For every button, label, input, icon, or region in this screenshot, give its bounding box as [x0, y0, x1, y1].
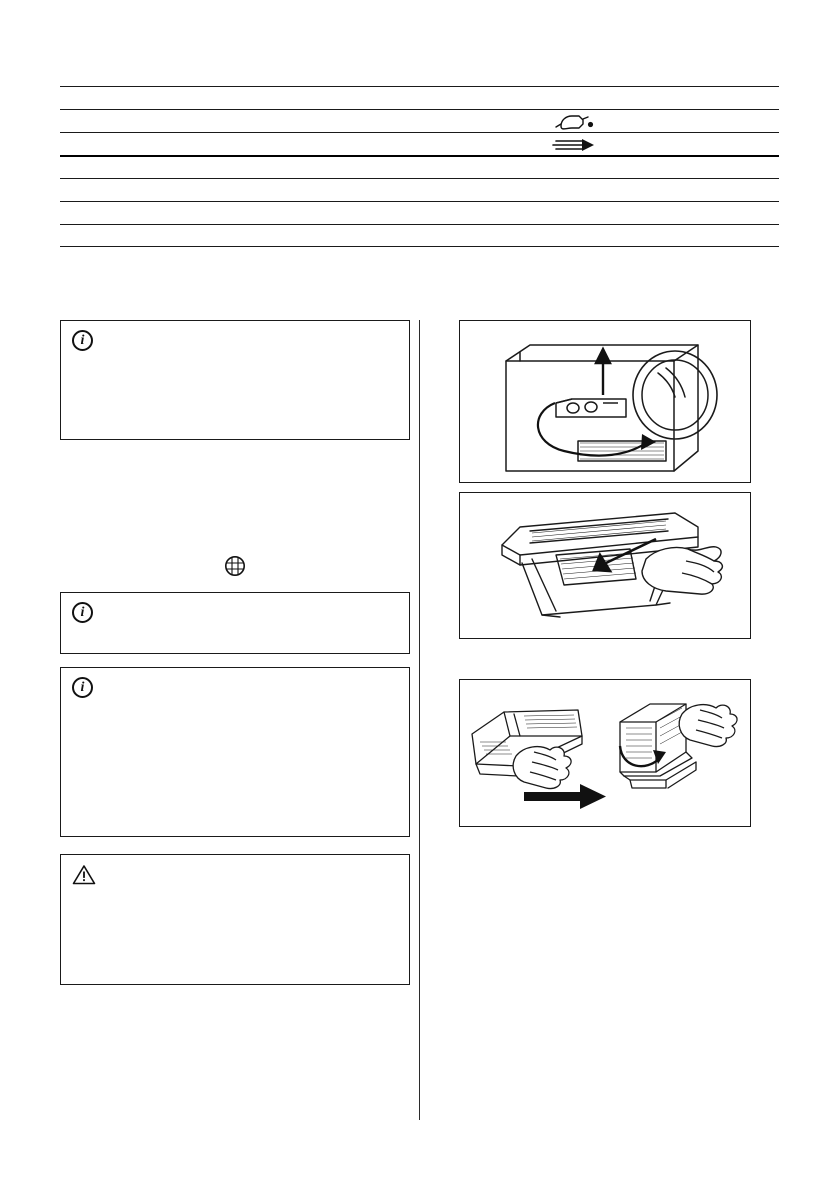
info-icon-glyph: i	[72, 330, 93, 351]
figure-clean-filter-svg	[460, 680, 750, 826]
table-row	[60, 132, 779, 155]
warning-note	[60, 854, 410, 985]
table-row	[60, 224, 779, 247]
info-icon	[72, 677, 94, 699]
warning-icon	[72, 864, 94, 886]
info-note-2	[60, 592, 410, 654]
figure-open-filter-flap	[459, 320, 751, 483]
spacer	[60, 837, 410, 854]
spray-bottle-icon-svg	[553, 112, 597, 134]
spacer	[60, 654, 410, 667]
table-row	[60, 86, 779, 109]
figure-remove-filter-from-holder	[459, 492, 751, 639]
info-icon	[72, 602, 94, 624]
spacer	[60, 440, 410, 462]
table-row	[60, 178, 779, 201]
figure-open-filter-flap-svg	[460, 321, 750, 482]
right-column	[459, 320, 751, 827]
mesh-filter-icon-svg	[224, 555, 246, 577]
info-icon	[72, 330, 94, 352]
left-column	[60, 320, 410, 985]
specifications-table	[60, 86, 779, 247]
figure-open-and-clean-filter	[459, 679, 751, 827]
info-note-3	[60, 667, 410, 837]
info-icon-glyph: i	[72, 602, 93, 623]
table-row	[60, 109, 779, 132]
table-row	[60, 201, 779, 224]
figure-remove-filter-svg	[460, 493, 750, 638]
info-icon-glyph: i	[72, 677, 93, 698]
airflow-arrow-icon-svg	[548, 135, 602, 157]
column-divider	[419, 320, 420, 1120]
body-text-block	[60, 471, 410, 549]
warning-triangle-svg	[72, 864, 96, 885]
info-note-1	[60, 320, 410, 440]
warning-icon-glyph	[72, 864, 94, 885]
table-row	[60, 155, 779, 178]
mesh-filter-icon	[60, 555, 410, 582]
